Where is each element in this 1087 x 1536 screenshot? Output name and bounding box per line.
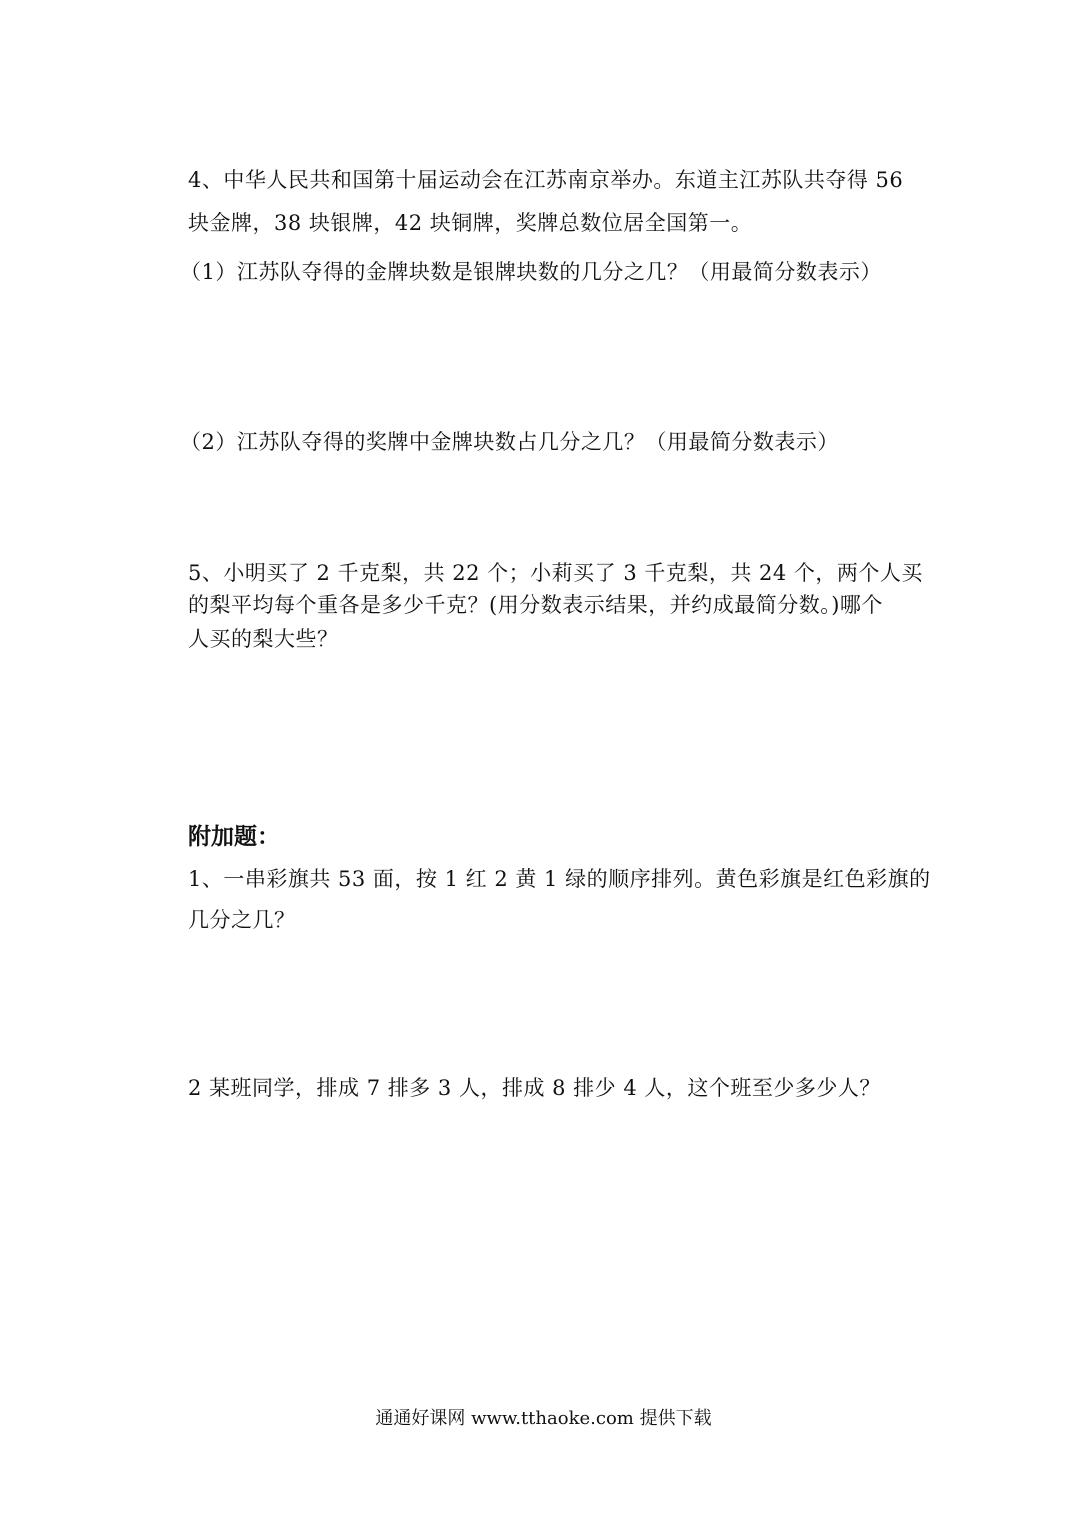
- question-4-part-2: （2）江苏队夺得的奖牌中金牌块数占几分之几？（用最简分数表示）: [180, 430, 839, 454]
- question-4-part-1: （1）江苏队夺得的金牌块数是银牌块数的几分之几？（用最简分数表示）: [180, 260, 882, 284]
- bonus-question-1-line-1: 1、一串彩旗共 53 面，按 1 红 2 黄 1 绿的顺序排列。黄色彩旗是红色彩旗的: [188, 867, 931, 891]
- bonus-question-2: 2 某班同学，排成 7 排多 3 人，排成 8 排少 4 人，这个班至少多少人？: [188, 1076, 881, 1100]
- bonus-section-title: 附加题：: [188, 823, 280, 850]
- footer-credit: 通通好课网 www.tthaoke.com 提供下载: [375, 1408, 712, 1429]
- question-5-line-3: 人买的梨大些？: [188, 627, 339, 651]
- question-5-line-1: 5、小明买了 2 千克梨，共 22 个；小莉买了 3 千克梨，共 24 个，两个人买: [188, 561, 923, 585]
- bonus-question-1-line-2: 几分之几？: [188, 908, 296, 932]
- question-4-line-2: 块金牌，38 块银牌，42 块铜牌，奖牌总数位居全国第一。: [188, 211, 753, 235]
- question-4-line-1: 4、中华人民共和国第十届运动会在江苏南京举办。东道主江苏队共夺得 56: [188, 168, 904, 192]
- question-5-line-2: 的梨平均每个重各是多少千克？(用分数表示结果，并约成最简分数。)哪个: [188, 593, 883, 617]
